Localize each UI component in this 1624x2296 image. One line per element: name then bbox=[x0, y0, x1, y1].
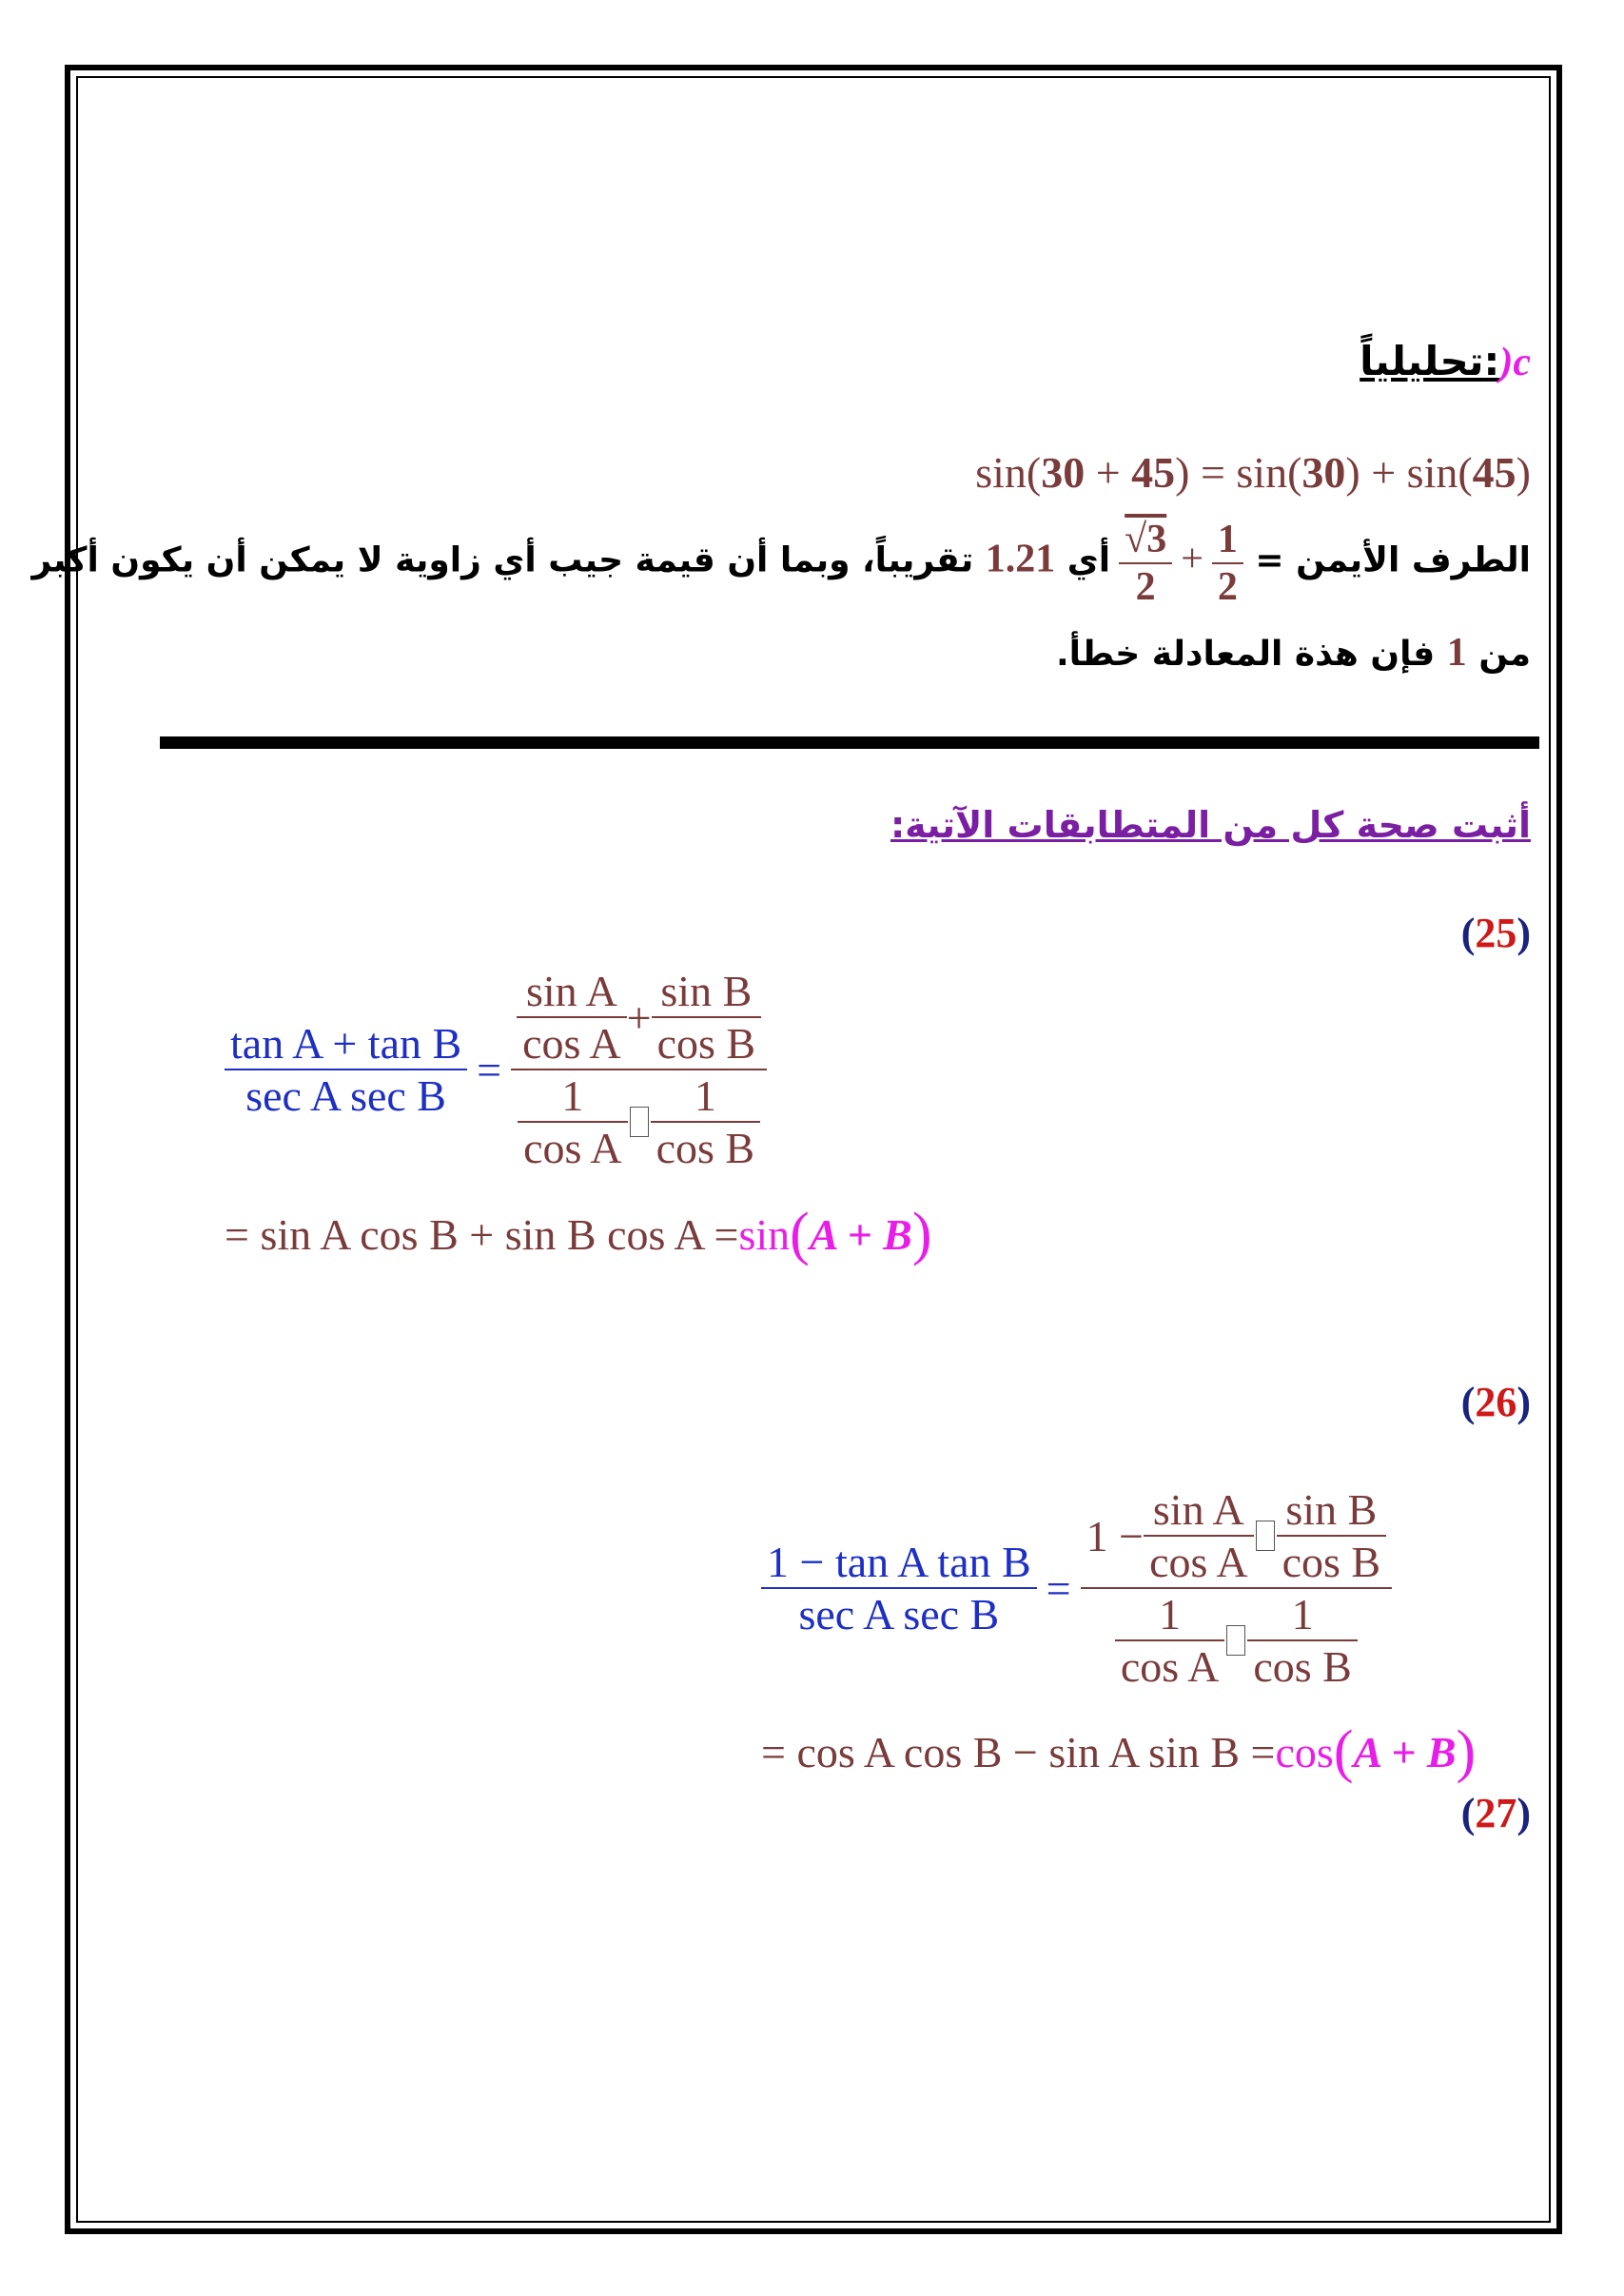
paren: ( bbox=[790, 1202, 810, 1266]
section-c-title: تحليلياً: bbox=[1360, 338, 1500, 384]
lhs-denominator: sec A sec B bbox=[245, 1071, 446, 1120]
fraction-half bbox=[1212, 517, 1243, 610]
denominator: cos B bbox=[656, 1019, 756, 1068]
paren: ) bbox=[911, 1202, 932, 1266]
explanation-line-2 bbox=[1056, 630, 1531, 676]
approx-value: 1.21 bbox=[985, 537, 1056, 581]
fraction-denominator: 2 bbox=[1135, 565, 1156, 609]
eq-part: ) + sin( bbox=[1345, 448, 1473, 497]
section-c-paren: ) bbox=[1499, 341, 1514, 384]
one-minus: 1 − bbox=[1086, 1511, 1145, 1560]
numerator: sin B bbox=[1285, 1485, 1378, 1534]
plus-sign: + bbox=[626, 992, 652, 1042]
problem-number-26 bbox=[1461, 1378, 1531, 1426]
denominator: cos B bbox=[1253, 1642, 1352, 1691]
rhs-complex-fraction bbox=[511, 966, 767, 1173]
eq-angle: 45 bbox=[1472, 448, 1516, 497]
lhs-fraction bbox=[225, 1018, 467, 1121]
number-one: 1 bbox=[1446, 631, 1467, 675]
denominator: cos B bbox=[655, 1124, 755, 1172]
fraction bbox=[1247, 1589, 1358, 1692]
paren: ) bbox=[1516, 910, 1531, 956]
numerator: 1 bbox=[694, 1071, 716, 1120]
fraction bbox=[517, 966, 627, 1069]
identity-26-result bbox=[761, 1718, 1476, 1786]
equation-sin-sum bbox=[975, 447, 1531, 498]
equals-sign: = bbox=[1046, 1563, 1071, 1613]
rhs-denominator bbox=[1109, 1589, 1363, 1692]
identity-26 bbox=[761, 1484, 1392, 1692]
denominator: cos A bbox=[522, 1019, 621, 1068]
eq-part: sin( bbox=[975, 448, 1042, 497]
numerator: sin A bbox=[1152, 1485, 1244, 1534]
paren: ( bbox=[1333, 1719, 1354, 1784]
fraction bbox=[651, 1070, 761, 1173]
problem-number-27 bbox=[1461, 1789, 1531, 1837]
fraction bbox=[1144, 1484, 1254, 1587]
numerator: 1 bbox=[1291, 1590, 1314, 1639]
expansion: = cos A cos B − sin A sin B = bbox=[761, 1728, 1276, 1776]
prove-heading: أثبت صحة كل من المتطابقات الآتية: bbox=[890, 804, 1531, 846]
explanation-text: أي bbox=[1055, 540, 1111, 580]
explanation-text: الطرف الأيمن = bbox=[1242, 540, 1531, 580]
denominator: cos A bbox=[1149, 1538, 1248, 1586]
problem-number-25 bbox=[1461, 909, 1531, 957]
plus-sign: + bbox=[1181, 537, 1203, 581]
equals-sign: = bbox=[477, 1045, 502, 1094]
explanation-text: من bbox=[1466, 635, 1531, 674]
lhs-numerator: 1 − tan A tan B bbox=[767, 1538, 1031, 1586]
numerator: 1 bbox=[1159, 1590, 1182, 1639]
identity-25-result bbox=[225, 1201, 932, 1268]
fraction bbox=[1115, 1589, 1225, 1692]
explanation-line-1 bbox=[31, 517, 1531, 610]
eq-angle: 30 bbox=[1301, 448, 1346, 497]
section-c-heading bbox=[1360, 338, 1531, 385]
rhs-numerator bbox=[1081, 1484, 1392, 1587]
missing-symbol-box bbox=[630, 1107, 649, 1137]
fraction-numerator: √3 bbox=[1125, 518, 1167, 561]
section-c-label: c bbox=[1513, 341, 1531, 384]
paren: ) bbox=[1516, 1790, 1531, 1836]
eq-angle: 30 bbox=[1041, 448, 1086, 497]
denominator: cos B bbox=[1282, 1538, 1381, 1586]
rhs-numerator bbox=[511, 966, 767, 1069]
numerator: sin B bbox=[660, 967, 753, 1015]
eq-part: + bbox=[1085, 448, 1132, 497]
lhs-numerator: tan A + tan B bbox=[230, 1019, 462, 1068]
fraction bbox=[518, 1070, 628, 1173]
lhs-denominator: sec A sec B bbox=[798, 1590, 1000, 1639]
numerator: sin A bbox=[525, 967, 617, 1015]
result-argument: A + B bbox=[1353, 1728, 1457, 1776]
expansion: = sin A cos B + sin B cos A = bbox=[225, 1210, 739, 1259]
denominator: cos A bbox=[1120, 1642, 1220, 1691]
eq-part: ) = sin( bbox=[1175, 448, 1302, 497]
explanation-text: تقريباً، وبما أن قيمة جيب أي زاوية لا يمكن أن يكون أكبر bbox=[31, 540, 986, 580]
explanation-text: فإن هذة المعادلة خطأ. bbox=[1055, 635, 1447, 674]
missing-symbol-box bbox=[1256, 1521, 1275, 1551]
paren: ( bbox=[1460, 1790, 1476, 1836]
result-argument: A + B bbox=[809, 1210, 912, 1259]
result-function: cos bbox=[1275, 1728, 1334, 1776]
eq-part: ) bbox=[1516, 448, 1531, 497]
fraction-numerator: 1 bbox=[1217, 518, 1238, 561]
paren: ) bbox=[1516, 1379, 1531, 1425]
paren: ( bbox=[1460, 910, 1476, 956]
fraction bbox=[652, 966, 762, 1069]
identity-25 bbox=[225, 966, 767, 1173]
section-divider bbox=[160, 736, 1539, 749]
paren: ( bbox=[1460, 1379, 1476, 1425]
missing-symbol-box bbox=[1226, 1625, 1245, 1656]
paren: ) bbox=[1456, 1719, 1477, 1784]
problem-number: 27 bbox=[1475, 1790, 1517, 1836]
lhs-fraction bbox=[761, 1537, 1037, 1639]
problem-number: 25 bbox=[1475, 910, 1517, 956]
fraction-sqrt3-over-2 bbox=[1119, 517, 1172, 610]
problem-number: 26 bbox=[1475, 1379, 1517, 1425]
result-function: sin bbox=[738, 1210, 791, 1259]
denominator: cos A bbox=[523, 1124, 622, 1172]
numerator: 1 bbox=[561, 1071, 584, 1120]
fraction bbox=[1277, 1484, 1387, 1587]
eq-angle: 45 bbox=[1131, 448, 1176, 497]
rhs-complex-fraction bbox=[1081, 1484, 1392, 1692]
fraction-denominator: 2 bbox=[1217, 565, 1238, 609]
rhs-denominator bbox=[512, 1070, 766, 1173]
